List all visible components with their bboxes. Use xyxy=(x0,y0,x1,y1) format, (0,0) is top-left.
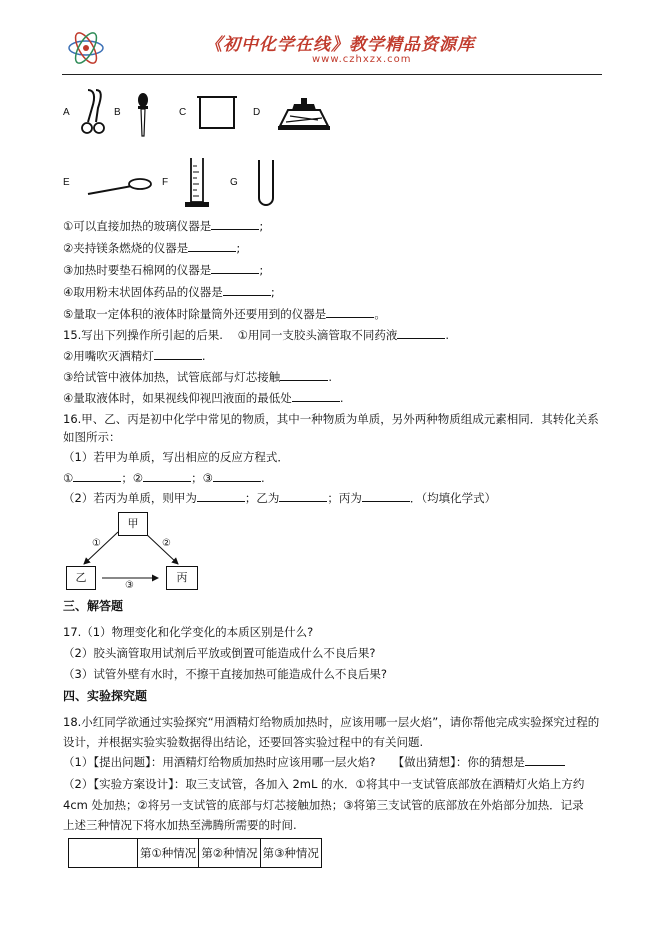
node-jia: 甲 xyxy=(118,512,148,536)
answer-blank[interactable] xyxy=(326,306,374,318)
dropper-icon xyxy=(134,92,152,138)
q18-line6: 上述三种情况下将水加热至沸腾所需要的时间. xyxy=(63,818,297,832)
answer-blank[interactable] xyxy=(197,490,245,502)
q18-line4: （2）【实验方案设计】：取三支试管，各加入 2mL 的水．①将其中一支试管底部放在酒精灯火焰上方约 xyxy=(63,777,585,791)
graduated-cylinder-icon xyxy=(182,156,212,210)
node-bing: 丙 xyxy=(166,566,198,590)
answer-blank[interactable] xyxy=(362,490,410,502)
header-logo xyxy=(66,28,106,68)
q18-line1: 18.小红同学欲通过实验探究“用酒精灯给物质加热时，应该用哪一层火焰”，请你帮他完成实验探究过程的 xyxy=(63,715,600,729)
q18-line3: （1）【提出问题】：用酒精灯给物质加热时应该用哪一层火焰? 【做出猜想】：你的猜想是 xyxy=(63,754,565,770)
table-header-cell: 第①种情况 xyxy=(138,839,199,868)
arrow-jia-to-yi xyxy=(84,532,118,564)
answer-blank[interactable] xyxy=(73,470,121,482)
answer-blank[interactable] xyxy=(279,490,327,502)
q16-part1-blanks: ① ；② ；③ . xyxy=(63,471,265,485)
beaker-icon xyxy=(194,95,240,131)
spoon-icon xyxy=(84,176,154,200)
arrow-jia-to-bing xyxy=(144,532,178,564)
q15-item-2: ②用嘴吹灭酒精灯 . xyxy=(63,349,206,363)
apparatus-label-d: D xyxy=(253,107,261,118)
apparatus-label-f: F xyxy=(162,177,169,188)
table-row xyxy=(69,839,322,868)
q17-line3: （3）试管外壁有水时，不擦干直接加热可能造成什么不良后果? xyxy=(63,667,387,681)
q17-line2: （2）胶头滴管取用试剂后平放或倒置可能造成什么不良后果? xyxy=(63,646,376,660)
answer-blank[interactable] xyxy=(213,470,261,482)
answer-blank[interactable] xyxy=(211,218,259,230)
apparatus-label-c: C xyxy=(179,107,187,118)
answer-blank[interactable] xyxy=(143,470,191,482)
atom-logo-icon xyxy=(66,28,106,68)
q16-stem-line2: 如图所示： xyxy=(63,430,121,444)
answer-blank[interactable] xyxy=(292,390,340,402)
q15-item-4: ④量取液体时，如果视线仰视凹液面的最低处 . xyxy=(63,391,344,405)
q16-part2: （2）若丙为单质，则甲为 ；乙为 ；丙为 ．（均填化学式） xyxy=(63,491,497,505)
answer-blank[interactable] xyxy=(397,327,445,339)
q16-stem-line1: 16.甲、乙、丙是初中化学中常见的物质，其中一种物质为单质，另外两种物质组成元素相同．其转化关系 xyxy=(63,412,599,426)
table-header-cell: 第②种情况 xyxy=(199,839,260,868)
answer-blank[interactable] xyxy=(525,754,565,766)
header-title: 《初中化学在线》教学精品资源库 xyxy=(205,35,475,55)
q18-line5: 4cm 处加热；②将另一支试管的底部与灯芯接触加热；③将第三支试管的底部放在外焰部分加热．记录 xyxy=(63,798,584,812)
answer-blank[interactable] xyxy=(280,369,328,381)
answer-blank[interactable] xyxy=(154,348,202,360)
apparatus-label-g: G xyxy=(230,177,238,188)
apparatus-label-a: A xyxy=(63,107,70,118)
q14-item-2: ②夹持镁条燃烧的仪器是 ; xyxy=(63,241,241,255)
apparatus-label-b: B xyxy=(114,107,121,118)
alcohol-lamp-icon xyxy=(276,96,332,136)
q18-line2: 设计，并根据实验实验数据得出结论，还要回答实验过程中的有关问题. xyxy=(63,735,424,749)
test-tube-icon xyxy=(255,158,277,208)
answer-blank[interactable] xyxy=(211,262,259,274)
transformation-diagram xyxy=(62,512,212,594)
q16-part1: （1）若甲为单质，写出相应的反应方程式． xyxy=(63,450,289,464)
arrow-label-3: ③ xyxy=(125,580,134,591)
header-divider xyxy=(62,74,602,75)
table-header-cell xyxy=(69,839,138,868)
q14-item-5: ⑤量取一定体积的液体时除量筒外还要用到的仪器是 。 xyxy=(63,307,386,321)
q14-item-4: ④取用粉末状固体药品的仪器是 ; xyxy=(63,285,275,299)
answer-blank[interactable] xyxy=(188,240,236,252)
q14-item-3: ③加热时要垫石棉网的仪器是 ; xyxy=(63,263,264,277)
header-url[interactable]: www.czhxzx.com xyxy=(312,54,412,65)
section4-title: 四、实验探究题 xyxy=(63,689,148,703)
q17-line1: 17.（1）物理变化和化学变化的本质区别是什么? xyxy=(63,625,314,639)
apparatus-label-e: E xyxy=(63,177,70,188)
answer-blank[interactable] xyxy=(223,284,271,296)
arrow-label-1: ① xyxy=(92,538,101,549)
q14-item-1: ①可以直接加热的玻璃仪器是 ; xyxy=(63,219,264,233)
section3-title: 三、解答题 xyxy=(63,599,124,613)
experiment-table xyxy=(68,838,322,868)
crucible-tongs-icon xyxy=(78,88,108,138)
q15-stem: 15.写出下列操作所引起的后果. ①用同一支胶头滴管取不同药液 . xyxy=(63,328,450,342)
arrow-label-2: ② xyxy=(162,538,171,549)
node-yi: 乙 xyxy=(66,566,96,590)
q15-item-3: ③给试管中液体加热，试管底部与灯芯接触 . xyxy=(63,370,332,384)
table-header-cell: 第③种情况 xyxy=(260,839,321,868)
